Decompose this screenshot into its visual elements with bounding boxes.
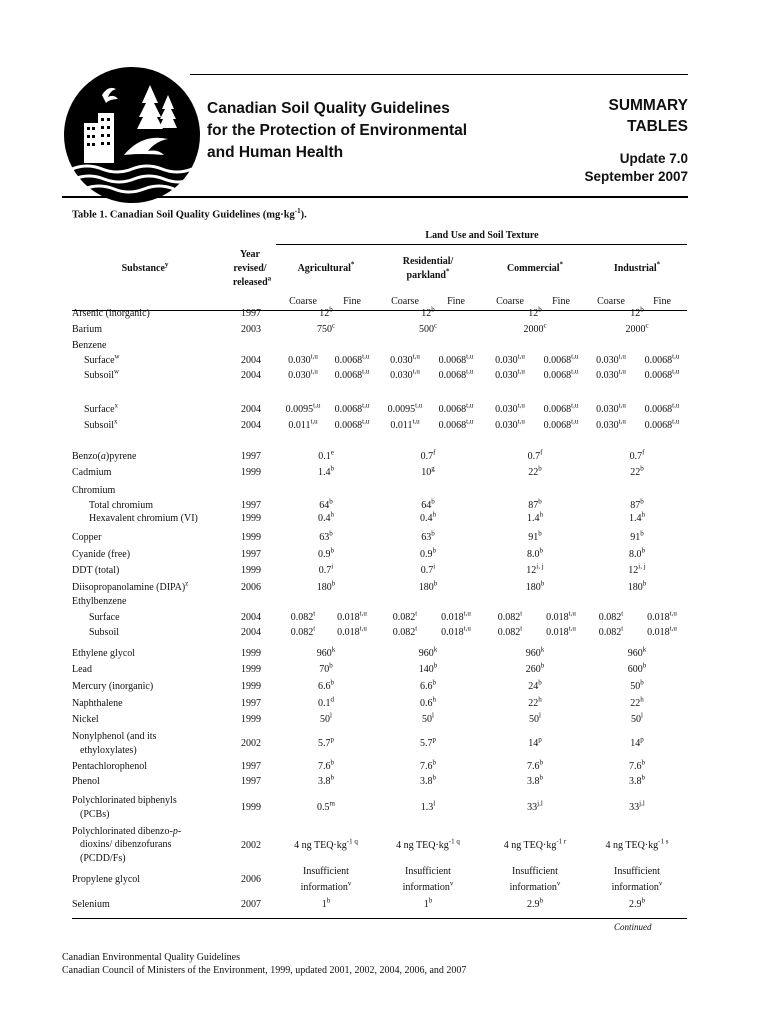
guideline-value: 0.0068$^{t,u}$	[543, 417, 579, 431]
guideline-value: 4 ng $TEQ\cdot kg^{-1 q}$	[294, 837, 358, 851]
guideline-value: 3.8$^b$	[629, 773, 645, 787]
guideline-value: 50$^b$	[630, 678, 644, 692]
guideline-value: 0.082$^t$	[290, 609, 316, 623]
guideline-value: 0.082$^t$	[497, 624, 523, 638]
guideline-value: 3.8$^b$	[527, 773, 543, 787]
guideline-value: 0.0068$^{t,u}$	[334, 401, 370, 415]
guideline-value: 64$^b$	[319, 497, 333, 511]
guideline-value: 24$^b$	[528, 678, 542, 692]
guideline-value: Insufficient	[512, 866, 558, 877]
texture-coarse-header: Coarse	[289, 296, 317, 307]
guideline-value: 0.7$^f$	[527, 448, 543, 462]
guideline-value: 1.3$^l$	[420, 799, 436, 813]
guideline-value: 91$^b$	[528, 529, 542, 543]
residential-header-line1: Residential/	[402, 256, 454, 267]
guideline-value: 0.0068$^{t,u}$	[438, 417, 474, 431]
guideline-value: 87$^b$	[528, 497, 542, 511]
guideline-value: 8.0$^b$	[527, 546, 543, 560]
update-info: Update 7.0 September 2007	[584, 151, 688, 184]
substance-label: Ethylene glycol	[72, 648, 136, 659]
year-cell: 2002	[241, 840, 261, 851]
guideline-value: 0.0068$^{t,u}$	[543, 401, 579, 415]
guideline-value: 0.4$^h$	[318, 510, 334, 524]
year-header-line1: Year	[240, 249, 260, 260]
guideline-value: 0.6$^h$	[420, 695, 436, 709]
substance-label: Lead	[72, 664, 92, 675]
texture-coarse-header: Coarse	[496, 296, 524, 307]
guideline-value: 0.4$^h$	[420, 510, 436, 524]
guideline-value: 12$^b$	[528, 305, 542, 319]
guideline-value: 12$^{i, j}$	[526, 562, 544, 576]
guideline-value: 87$^b$	[630, 497, 644, 511]
guideline-value: 12$^b$	[319, 305, 333, 319]
guideline-value: 2.9$^b$	[629, 896, 645, 910]
guideline-value: 0.0068$^{t,u}$	[644, 401, 680, 415]
guideline-value: 4 ng $TEQ\cdot kg^{-1 s}$	[605, 837, 669, 851]
texture-fine-header: Fine	[552, 296, 570, 307]
guideline-value: 140$^b$	[418, 661, 438, 675]
substance-label: Nickel	[72, 714, 99, 725]
header-bottom-rule	[62, 196, 688, 198]
guideline-value: 50$^l$	[631, 711, 643, 725]
guideline-value: 0.082$^t$	[598, 624, 624, 638]
agricultural-header: Agricultural*	[297, 260, 355, 274]
texture-coarse-header: Coarse	[597, 296, 625, 307]
ccme-logo	[62, 65, 202, 205]
substance-label: Benzene	[72, 340, 107, 351]
year-cell: 1997	[241, 451, 261, 462]
substance-label: Naphthalene	[72, 698, 123, 709]
substance-label: Hexavalent chromium (VI)	[89, 513, 198, 524]
guideline-value: 12$^{i, j}$	[628, 562, 646, 576]
guideline-value: 70$^b$	[319, 661, 333, 675]
guideline-value: 12$^b$	[421, 305, 435, 319]
guideline-value: 0.082$^t$	[290, 624, 316, 638]
guideline-value: 750$^c$	[316, 321, 336, 335]
group-header-rule	[276, 244, 687, 245]
guideline-value: 50$^l$	[529, 711, 541, 725]
year-cell: 1997	[241, 698, 261, 709]
guideline-value: 7.6$^b$	[420, 758, 436, 772]
year-cell: 2004	[241, 627, 261, 638]
substance-label: Polychlorinated dibenzo-p-	[72, 826, 182, 837]
guideline-value: 180$^b$	[418, 579, 438, 593]
guideline-value: information$^v$	[611, 879, 663, 893]
substance-label: Total chromium	[89, 500, 154, 511]
guideline-value: 1$^b$	[423, 896, 433, 910]
substance-label: Subsoil	[89, 627, 120, 638]
year-cell: 1999	[241, 648, 261, 659]
guideline-value: 0.0068$^{t,u}$	[644, 417, 680, 431]
continued-note: Continued	[614, 922, 652, 932]
guideline-value: 1.4$^h$	[629, 510, 645, 524]
substance-label: Polychlorinated biphenyls	[72, 795, 177, 806]
year-cell: 2007	[241, 899, 261, 910]
guideline-value: 4 ng $TEQ\cdot kg^{-1 r}$	[503, 837, 567, 851]
guideline-value: 0.082$^t$	[598, 609, 624, 623]
year-cell: 1999	[241, 532, 261, 543]
guideline-value: 0.1e	[318, 448, 334, 462]
guideline-value: 6.6$^b$	[318, 678, 334, 692]
texture-fine-header: Fine	[447, 296, 465, 307]
guideline-value: 600$^b$	[627, 661, 647, 675]
guideline-value: 0.7$^f$	[629, 448, 645, 462]
year-cell: 2006	[241, 582, 261, 593]
guideline-value: 3.8$^b$	[420, 773, 436, 787]
guideline-value: 7.6$^b$	[629, 758, 645, 772]
guideline-value: 0.7$^i$	[420, 562, 436, 576]
substance-label: Copper	[72, 532, 102, 543]
guideline-value: 0.030$^{t,u}$	[596, 417, 626, 431]
substance-label: Propylene glycol	[72, 874, 141, 885]
year-cell: 1999	[241, 681, 261, 692]
guideline-value: 5.7$^p$	[318, 735, 334, 749]
guideline-value: 0.030$^{t,u}$	[596, 352, 626, 366]
year-cell: 2004	[241, 370, 261, 381]
guideline-value: 22$^h$	[630, 695, 644, 709]
guideline-value: 2.9$^b$	[527, 896, 543, 910]
year-cell: 1999	[241, 565, 261, 576]
industrial-header: Industrial*	[613, 260, 661, 274]
guideline-value: 0.030$^{t,u}$	[390, 367, 420, 381]
substance-label: Nonylphenol (and its	[72, 731, 157, 742]
guideline-value: 0.1$^d$	[318, 695, 334, 709]
year-cell: 1999	[241, 664, 261, 675]
guideline-value: 0.030$^{t,u}$	[288, 352, 318, 366]
guideline-value: 0.0068$^{t,u}$	[543, 352, 579, 366]
guideline-value: 180$^b$	[316, 579, 336, 593]
guideline-value: 14$^p$	[630, 735, 644, 749]
year-cell: 2004	[241, 612, 261, 623]
year-cell: 2002	[241, 738, 261, 749]
substance-label: Barium	[72, 324, 102, 335]
substance-header: Substance$^y$	[121, 260, 169, 274]
year-cell: 1997	[241, 308, 261, 319]
guideline-value: information$^v$	[300, 879, 352, 893]
header-top-rule	[190, 74, 688, 75]
guideline-value: 0.082$^t$	[497, 609, 523, 623]
guideline-value: 10$^g$	[421, 464, 435, 478]
guideline-value: 0.0068$^{t,u}$	[334, 367, 370, 381]
guideline-value: 0.0068$^{t,u}$	[543, 367, 579, 381]
guideline-value: 0.0068$^{t,u}$	[334, 417, 370, 431]
guideline-value: 1.4$^b$	[318, 464, 334, 478]
substance-label: (PCBs)	[80, 809, 110, 820]
table-title: Table 1. Canadian Soil Quality Guidelines $(mg\cdot kg^{-1})$.	[72, 207, 307, 221]
guideline-value: 33$^{j,l}$	[527, 799, 543, 813]
guideline-value: 0.0068$^{t,u}$	[438, 401, 474, 415]
guideline-value: 960$^k$	[627, 645, 647, 659]
guideline-value: 33$^{j,l}$	[629, 799, 645, 813]
guideline-value: 0.030$^{t,u}$	[390, 352, 420, 366]
guideline-value: 0.7$^i$	[318, 562, 334, 576]
year-cell: 1999	[241, 467, 261, 478]
guideline-value: 91$^b$	[630, 529, 644, 543]
substance-label: Cadmium	[72, 467, 112, 478]
guideline-value: 0.018$^{t,u}$	[337, 609, 367, 623]
substance-label: Selenium	[72, 899, 110, 910]
substance-label: DDT (total)	[72, 565, 120, 576]
guideline-value: 0.018$^{t,u}$	[337, 624, 367, 638]
texture-fine-header: Fine	[653, 296, 671, 307]
substance-label: Pentachlorophenol	[72, 761, 147, 772]
guideline-value: 0.082$^t$	[392, 609, 418, 623]
guideline-value: 180$^b$	[627, 579, 647, 593]
substance-label: Chromium	[72, 485, 116, 496]
guideline-value: 7.6$^b$	[527, 758, 543, 772]
guideline-value: 3.8$^b$	[318, 773, 334, 787]
guideline-value: 14$^p$	[528, 735, 542, 749]
year-cell: 1997	[241, 500, 261, 511]
texture-coarse-header: Coarse	[391, 296, 419, 307]
land-use-group-header: Land Use and Soil Texture	[425, 230, 539, 241]
year-cell: 1997	[241, 776, 261, 787]
guideline-value: 5.7$^p$	[420, 735, 436, 749]
substance-label: (PCDD/Fs)	[80, 853, 126, 864]
guideline-value: 0.018$^{t,u}$	[441, 609, 471, 623]
guideline-value: 500$^c$	[418, 321, 438, 335]
table-end-rule	[72, 918, 687, 919]
guideline-value: 0.030$^{t,u}$	[495, 401, 525, 415]
document-title: Canadian Soil Quality Guidelines for the Protection of Environmental and Human Health	[207, 100, 468, 161]
substance-label: Subsoil$^w$	[84, 367, 120, 381]
guideline-value: 2000$^c$	[625, 321, 649, 335]
substance-label: Benzo(a)pyrene	[72, 451, 137, 462]
guideline-value: 0.018$^{t,u}$	[647, 609, 677, 623]
guideline-value: 22$^h$	[528, 695, 542, 709]
header-bottom-rule-table	[72, 310, 687, 311]
guideline-value: 0.7$^f$	[420, 448, 436, 462]
guideline-value: 960$^k$	[316, 645, 336, 659]
guideline-value: 0.0095$^{t,u}$	[285, 401, 321, 415]
guideline-value: 63$^b$	[421, 529, 435, 543]
guideline-value: 0.011$^{t,u}$	[390, 417, 420, 431]
guideline-value: Insufficient	[303, 866, 349, 877]
guideline-value: information$^v$	[402, 879, 454, 893]
substance-label: dioxins/ dibenzofurans	[80, 839, 172, 850]
substance-label: Surface$^x$	[84, 401, 119, 415]
residential-header-line2: parkland*	[406, 267, 450, 281]
guideline-value: information$^v$	[509, 879, 561, 893]
substance-label: Surface	[89, 612, 120, 623]
guideline-value: 6.6$^b$	[420, 678, 436, 692]
guideline-value: 64$^b$	[421, 497, 435, 511]
substance-label: Ethylbenzene	[72, 596, 127, 607]
guideline-value: 1.4$^h$	[527, 510, 543, 524]
guideline-value: 0.030$^{t,u}$	[495, 417, 525, 431]
guideline-value: 22$^b$	[528, 464, 542, 478]
guideline-value: 0.9$^b$	[420, 546, 436, 560]
guideline-value: 0.030$^{t,u}$	[288, 367, 318, 381]
guideline-value: 0.030$^{t,u}$	[596, 367, 626, 381]
guideline-value: 0.0068$^{t,u}$	[438, 367, 474, 381]
year-cell: 2004	[241, 355, 261, 366]
guideline-value: 0.5$^m$	[317, 799, 335, 813]
guideline-value: 0.018$^{t,u}$	[546, 609, 576, 623]
guideline-value: 0.030$^{t,u}$	[596, 401, 626, 415]
year-cell: 2006	[241, 874, 261, 885]
guideline-value: 0.030$^{t,u}$	[495, 352, 525, 366]
substance-label: Phenol	[72, 776, 100, 787]
year-cell: 1997	[241, 761, 261, 772]
guideline-value: 0.018$^{t,u}$	[546, 624, 576, 638]
substance-label: Arsenic (inorganic)	[72, 308, 150, 319]
guideline-value: 63$^b$	[319, 529, 333, 543]
substance-label: ethyloxylates)	[80, 745, 137, 756]
guideline-value: 0.9$^b$	[318, 546, 334, 560]
guideline-value: 12$^b$	[630, 305, 644, 319]
guideline-value: 8.0$^b$	[629, 546, 645, 560]
year-cell: 1999	[241, 714, 261, 725]
guideline-value: 260$^b$	[525, 661, 545, 675]
guideline-value: 0.082$^t$	[392, 624, 418, 638]
year-cell: 2004	[241, 420, 261, 431]
guideline-value: 2000$^c$	[523, 321, 547, 335]
year-cell: 2003	[241, 324, 261, 335]
guideline-value: 50$^l$	[320, 711, 332, 725]
guideline-value: 0.030$^{t,u}$	[495, 367, 525, 381]
guideline-value: 0.011$^{t,u}$	[288, 417, 318, 431]
substance-label: Mercury (inorganic)	[72, 681, 154, 692]
guideline-value: 0.0068$^{t,u}$	[644, 352, 680, 366]
guideline-value: 180$^b$	[525, 579, 545, 593]
guideline-value: 960$^k$	[525, 645, 545, 659]
guideline-value: 50$^l$	[422, 711, 434, 725]
substance-label: Surface$^w$	[84, 352, 120, 366]
guideline-value: 0.018$^{t,u}$	[647, 624, 677, 638]
guideline-value: 0.0068$^{t,u}$	[334, 352, 370, 366]
guideline-value: 7.6$^b$	[318, 758, 334, 772]
substance-label: Subsoil$^x$	[84, 417, 118, 431]
guideline-value: 0.0068$^{t,u}$	[438, 352, 474, 366]
texture-fine-header: Fine	[343, 296, 361, 307]
guideline-value: Insufficient	[614, 866, 660, 877]
substance-label: Cyanide (free)	[72, 549, 131, 560]
year-cell: 1999	[241, 802, 261, 813]
commercial-header: Commercial*	[506, 260, 564, 274]
guideline-value: 1$^b$	[321, 896, 331, 910]
guideline-value: 4 ng $TEQ\cdot kg^{-1 q}$	[396, 837, 460, 851]
guideline-value: 0.0068$^{t,u}$	[644, 367, 680, 381]
year-cell: 1997	[241, 549, 261, 560]
guideline-value: 0.0095$^{t,u}$	[387, 401, 423, 415]
year-cell: 2004	[241, 404, 261, 415]
guideline-value: Insufficient	[405, 866, 451, 877]
substance-label: Diisopropanolamine (DIPA)$^z$	[72, 579, 189, 593]
footer: Canadian Environmental Quality Guidelines Canadian Council of Ministers of the Environment, 1999, updated 2001, 2002, 2004, 2006, and 2007	[62, 952, 467, 976]
year-header-line3: released$^a$	[232, 274, 272, 288]
year-header-line2: revised/	[233, 263, 267, 274]
guideline-value: 960$^k$	[418, 645, 438, 659]
year-cell: 1999	[241, 513, 261, 524]
guideline-value: 0.018$^{t,u}$	[441, 624, 471, 638]
guideline-value: 22$^b$	[630, 464, 644, 478]
summary-tables-label: SUMMARY TABLES	[608, 97, 688, 135]
